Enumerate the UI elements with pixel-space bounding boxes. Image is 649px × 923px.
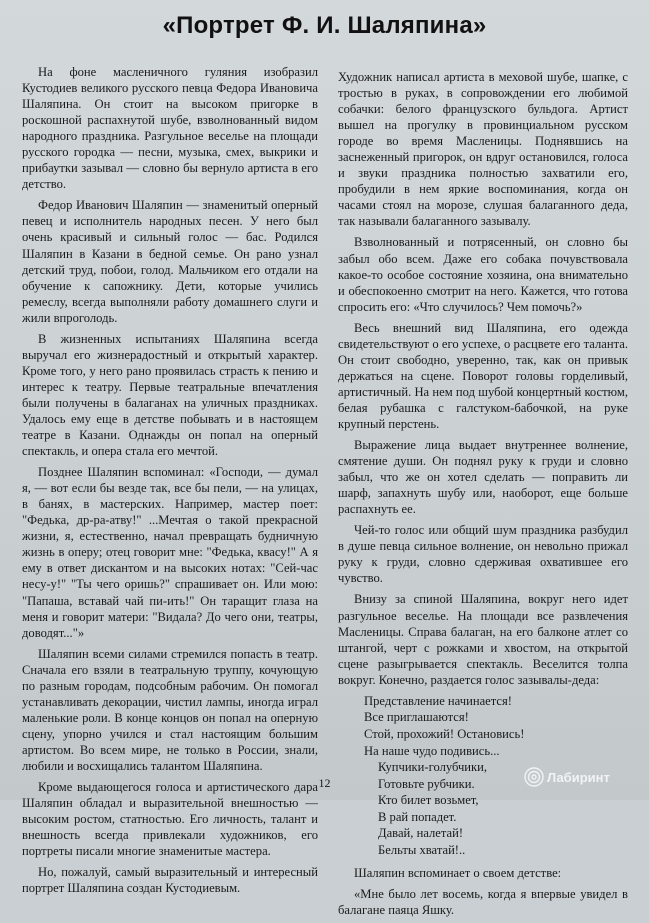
paragraph: Кроме выдающегося голоса и артистического дара Шаляпин обладал и выразительной внешностью — высоким ростом, статностью. Его личность, талант и внешность всегда привлекали художников, его портреты писали многие знаменитые мастера.	[22, 780, 318, 859]
paragraph: В жизненных испытаниях Шаляпина всегда выручал его жизнерадостный и открытый характер. Кроме того, у него рано проявилась страсть к пению и интерес к театру. Первые театральные впечатления были получены в балаганах на уличных праздниках. Удалось ему еще в детстве побывать и в настоящем театре в Казани. Однажды он попал на оперный спектакль, и опера стала его мечтой.	[22, 331, 318, 459]
paragraph: Федор Иванович Шаляпин — знаменитый оперный певец и исполнитель народных песен. У него был очень красивый и сильный голос — бас. Родился Шаляпин в Казани в бедной семье. Он рано узнал детский труд, побои, голод. Мальчиком его отдали на обучение к сапожнику. Дети, которые учились ремеслу, всегда выполняли работу домашнего слуги и жили впроголодь.	[22, 198, 318, 325]
paragraph: Позднее Шаляпин вспоминал: «Господи, — думал я, — вот если бы везде так, все бы пели, — на улицах, в банях, в мастерских. Например, мастер поет: "Федька, др-ра-атву!" ...Мечтая о такой прекрасной жизни, я, естественно, начал превращать будничную жизнь в оперу; отец говорит мне: "Федька, квасу!" А я ему в ответ дискантом и на высоких нотах: "Сей-час несу-у!" "Ты чего оришь?" спрашивает он. Или мою: "Папаша, вставай чай пи-ить!" Он таращит глаза на меня и говорит матери: "Видала? До чего они, театры, доводят..."»	[22, 465, 318, 640]
poem-line: На наше чудо подивись...	[364, 743, 500, 758]
watermark-text: Лабиринт	[547, 770, 610, 785]
labirint-watermark-logo	[523, 764, 635, 790]
paragraph: Взволнованный и потрясенный, он словно бы забыл обо всем. Даже его собака почувствовала какое-то особое состояние хозяина, она внимательно и обеспокоенно смотрит на него. Кажется, что готова спросить его: «Что случилось? Чем помочь?»	[338, 235, 628, 314]
paragraph: Художник написал артиста в меховой шубе, шапке, с тростью в руках, в сопровождении его любимой собачки: белого французского бульдога. Артист вышел на прогулку в провинциальном русском городе во время Масленицы. Поднявшись на заснеженный пригорок, он вдруг остановился, голоса и звуки праздника полностью захватили его, пробудили в нем яркие воспоминания, когда он часами стоял на морозе, слушая балаганного деда, так называли балаганного зазывалу.	[338, 70, 628, 229]
paragraph: Внизу за спиной Шаляпина, вокруг него идет разгульное веселье. На площади все развлечения Масленицы. Справа балаган, на его балконе атлет со штангой, черт с рожками и хвостом, на открытой сцене разыгрывается спектакль. Веселится толпа вокруг. Конечно, раздается голос зазывалы-деда:	[338, 592, 628, 687]
poem-line: Бельты хватай!..	[378, 843, 466, 858]
paragraph: На фоне масленичного гуляния изобразил Кустодиев великого русского певца Федора Ивановича Шаляпина. Он стоит на высоком пригорке в роскошной распахнутой шубе, взволнованный видом народного праздника. Разгульное веселье на площади русского городка — песни, музыка, смех, выкрики и прибаутки зазывал — словно бы вернуло артиста в его детство.	[22, 65, 318, 192]
poem-line: Все приглашаются!	[364, 710, 469, 725]
poem-line: Представление начинается!	[364, 693, 512, 708]
poem-line: Готовьте рубчики.	[378, 776, 475, 791]
paragraph: Шаляпин вспоминает о своем детстве:	[354, 865, 562, 880]
poem-line: Купчики-голубчики,	[378, 760, 488, 775]
paragraph: Выражение лица выдает внутреннее волнение, смятение души. Он поднял руку к груди и словно забыл, что же он хотел сделать — поправить ли шарф, запахнуть шубу или, наоборот, еще больше распахнуть ее.	[338, 438, 628, 517]
paragraph: Чей-то голос или общий шум праздника разбудил в душе певца сильное волнение, он невольно прижал руку к груди, словно сдерживая охватившее его чувство.	[338, 523, 628, 586]
paragraph: «Мне было лет восемь, когда я впервые увидел в балагане паяца Яшку.	[338, 886, 628, 917]
right-column	[338, 69, 628, 923]
paragraph: Шаляпин всеми силами стремился попасть в театр. Сначала его взяли в театральную труппу, кочующую по разным городам, подсобным рабочим. Он помогал устанавливать декорации, чистил лампы, иногда играл маленькие роли. В конце концов он попал на оперную сцену, упорно учился и стал настоящим большим артистом. Во всем мире, не только в России, знали, любили и восхищались талантом Шаляпина.	[22, 646, 318, 773]
paragraph: Весь внешний вид Шаляпина, его одежда свидетельствуют о его успехе, о расцвете его таланта. Он стоит свободно, уверенно, так, как он привык держаться на сцене. Поворот головы горделивый, артистичный. На нем под шубой концертный костюм, белая рубашка с галстуком-бабочкой, на руке крупный перстень.	[338, 320, 628, 431]
page-number: 12	[318, 776, 331, 790]
page-title: «Портрет Ф. И. Шаляпина»	[162, 12, 487, 39]
poem-line: Стой, прохожий! Остановись!	[364, 726, 525, 741]
poem-line: В рай попадет.	[378, 809, 457, 824]
poem-line: Кто билет возьмет,	[378, 793, 479, 808]
paragraph: Но, пожалуй, самый выразительный и интересный портрет Шаляпина создан Кустодиевым.	[22, 865, 318, 896]
poem-line: Давай, налетай!	[378, 826, 464, 841]
